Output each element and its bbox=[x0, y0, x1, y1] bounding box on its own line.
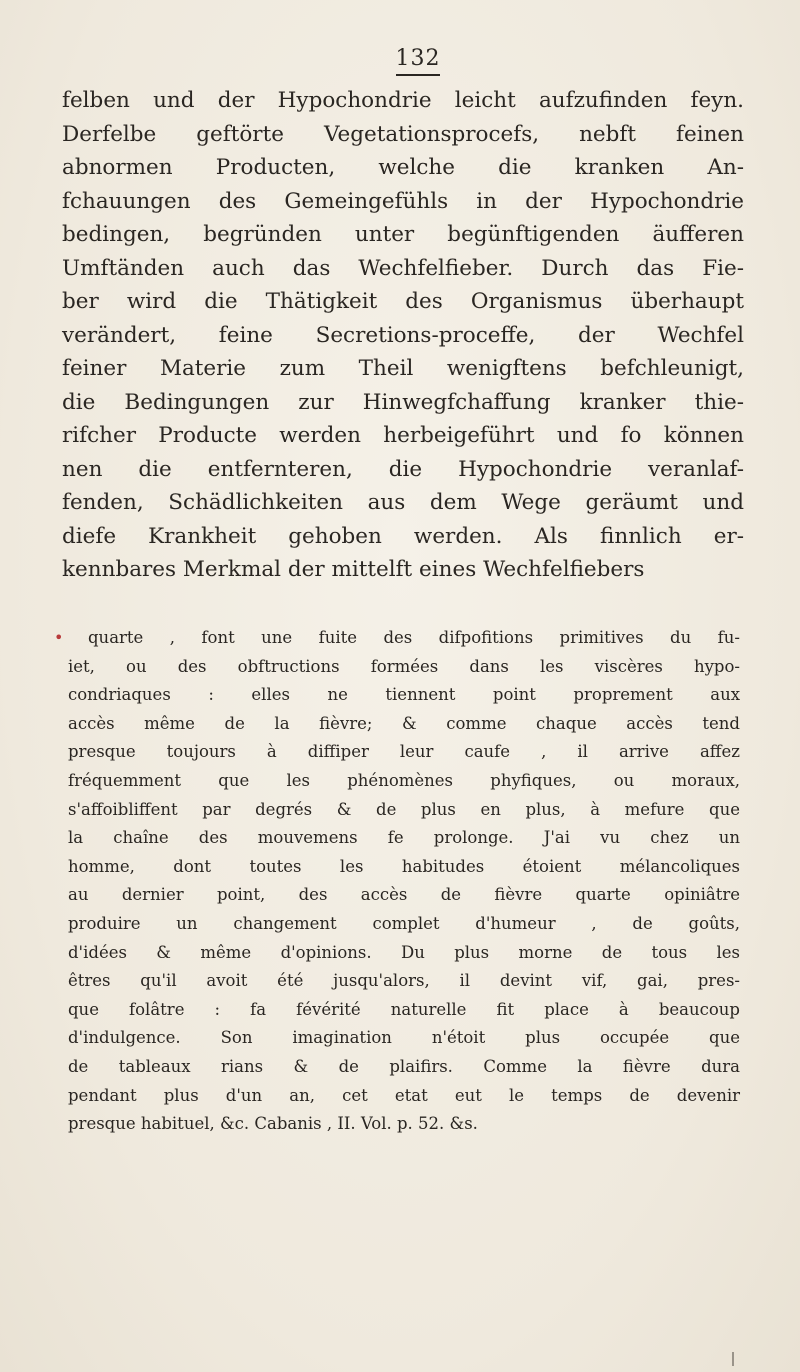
footnote-line: iet, ou des obftructions formées dans les viscères hypo- bbox=[68, 656, 740, 676]
header-rule bbox=[396, 74, 440, 76]
main-text-line: bedingen, begründen unter begünftigenden äufferen bbox=[62, 222, 744, 247]
footnote-line: êtres qu'il avoit été jusqu'alors, il devint vif, gai, pres- bbox=[68, 971, 740, 991]
footnote-line: presque habituel, &c. Cabanis , II. Vol. p. 52. &s. bbox=[68, 1114, 478, 1134]
footnote-line: au dernier point, des accès de fièvre quarte opiniâtre bbox=[68, 885, 740, 905]
footnote-line: accès même de la fièvre; & comme chaque accès tend bbox=[68, 713, 740, 733]
main-text-line: Umftänden auch das Wechfelfieber. Durch das Fie- bbox=[62, 255, 744, 281]
footnote-line: condriaques : elles ne tiennent point proprement aux bbox=[68, 685, 740, 705]
margin-mark bbox=[732, 1352, 734, 1366]
main-text-block bbox=[62, 84, 744, 587]
main-text-line: nen die entfernteren, die Hypochondrie veranlaf- bbox=[62, 456, 744, 482]
page-number: 132 bbox=[395, 46, 441, 71]
main-text-line: ber wird die Thätigkeit des Organismus überhaupt bbox=[62, 289, 744, 314]
main-text-line: fenden, Schädlichkeiten aus dem Wege geräumt und bbox=[62, 490, 744, 515]
main-text-line: diefe Krankheit gehoben werden. Als finnlich er- bbox=[62, 523, 744, 549]
footnote-line: produire un changement complet d'humeur , de goûts, bbox=[68, 913, 740, 933]
footnote-line: fréquemment que les phénomènes phyfiques, ou moraux, bbox=[68, 770, 740, 790]
footnote-line: d'idées & même d'opinions. Du plus morne de tous les bbox=[68, 942, 740, 962]
footnote-line: pendant plus d'un an, cet etat eut le temps de devenir bbox=[68, 1085, 740, 1105]
footnote-line: quarte , font une fuite des difpofitions primitives du fu- bbox=[88, 628, 740, 647]
main-text-line: felben und der Hypochondrie leicht aufzufinden feyn. bbox=[62, 88, 744, 113]
main-text-line: Derfelbe geftörte Vegetationsprocefs, nebft feinen bbox=[62, 121, 744, 147]
footnote-line: que folâtre : fa févérité naturelle fit place à beaucoup bbox=[68, 999, 740, 1019]
main-text-line: abnormen Producten, welche die kranken An- bbox=[62, 155, 744, 180]
footnote-line: d'indulgence. Son imagination n'étoit plus occupée que bbox=[68, 1028, 740, 1048]
footnote-line: la chaîne des mouvemens fe prolonge. J'ai vu chez un bbox=[68, 828, 740, 848]
main-text-line: fchauungen des Gemeingefühls in der Hypochondrie bbox=[62, 188, 744, 214]
footnote-block bbox=[54, 624, 740, 1139]
footnote-marker: • bbox=[54, 628, 64, 647]
footnote-line: de tableaux rians & de plaifirs. Comme la fièvre dura bbox=[68, 1056, 740, 1076]
footnote-line: presque toujours à diffiper leur caufe , il arrive affez bbox=[68, 742, 740, 762]
main-text-line: kennbares Merkmal der mittelft eines Wechfelfiebers bbox=[62, 557, 645, 582]
footnote-line: homme, dont toutes les habitudes étoient mélancoliques bbox=[68, 856, 740, 876]
main-text-line: die Bedingungen zur Hinwegfchaffung kranker thie- bbox=[62, 389, 744, 415]
main-text-line: feiner Materie zum Theil wenigftens befchleunigt, bbox=[62, 356, 744, 381]
footnote-line: s'affoibliffent par degrés & de plus en plus, à mefure que bbox=[68, 799, 740, 819]
main-text-line: rifcher Producte werden herbeigeführt und fo können bbox=[62, 423, 744, 448]
main-text-line: verändert, feine Secretions-proceffe, der Wechfel bbox=[62, 322, 744, 348]
